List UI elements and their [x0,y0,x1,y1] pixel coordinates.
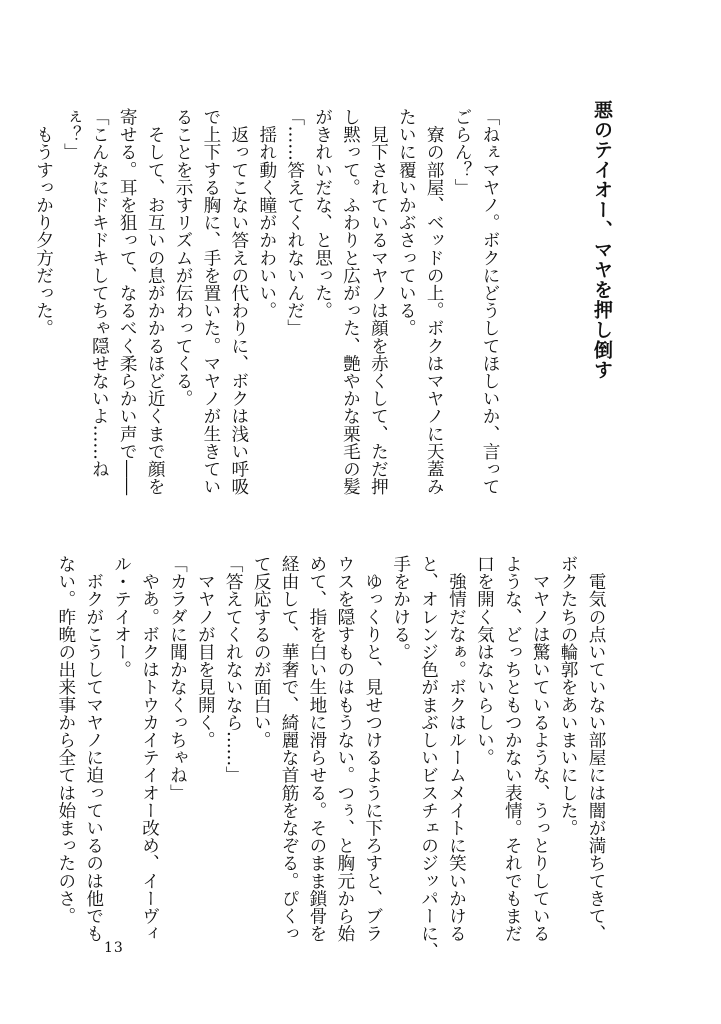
text-line: 強情だなぁ。ボクはルームメイトに笑いかける [446,555,467,943]
text-line: 経由して、華奢で、綺麗な首筋をなぞる。ぴくっ [279,555,300,943]
text-line: 手をかける。 [390,555,411,661]
text-line: 口を開く気はないらしい。 [474,555,495,767]
text-block-bottom [51,555,609,960]
text-line: ごらん？」 [452,108,473,196]
text-block-top [29,108,503,508]
text-line: ウスを隠すものはもうない。つぅ、と胸元から始 [334,555,355,943]
text-line: ボクたちの輪郭をあいまいにした。 [558,555,579,837]
text-line: やあ。ボクはトウカイテイオー改め、イーヴィ [139,555,160,943]
chapter-title: 悪のテイオー、マヤを押し倒す [591,100,613,380]
text-line: 「答えてくれないなら……」 [223,555,244,784]
text-line: たいに覆いかぶさっている。 [396,108,417,337]
text-line: めて、指を白い生地に滑らせる。そのまま鎖骨を [306,555,327,943]
text-line: ような、どっちともつかない表情。それでもまだ [502,555,523,943]
text-line: 「こんなにドキドキしてちゃ隠せないよ……ね [89,108,110,478]
text-line: 見下されているマヤノは顔を赤くして、ただ押 [368,108,389,496]
text-line: ない。昨晩の出来事から全ては始まったのさ。 [55,555,76,925]
text-line: ボクがこうしてマヤノに迫っているのは他でも [83,555,104,943]
text-line: 寮の部屋、ベッドの上。ボクはマヤノに天蓋み [424,108,445,496]
text-line: そして、お互いの息がかかるほど近くまで顔を [145,108,166,496]
page-number: 13 [104,940,124,956]
text-line: て反応するのが面白い。 [251,555,272,749]
text-line: 電気の点いていない部屋には闇が満ちてきて、 [586,555,606,943]
text-line: し黙って。ふわりと広がった、艶やかな栗毛の髪 [340,108,361,496]
text-line: 「……答えてくれないんだ」 [284,108,305,337]
text-line: マヤノは驚いているような、うっとりしている [530,555,551,943]
text-line: がきれいだな、と思った。 [312,108,333,320]
text-line: と、オレンジ色がまぶしいビスチェのジッパーに、 [418,555,439,960]
text-line: ゆっくりと、見せつけるように下ろすと、ブラ [362,555,383,943]
text-line: ぇ？」 [61,108,82,161]
text-line: 返ってこない答えの代わりに、ボクは浅い呼吸 [228,108,249,496]
text-line: 「カラダに聞かなくっちゃね」 [167,555,188,802]
text-line: もうすっかり夕方だった。 [33,108,54,337]
text-line: 「ねぇマヤノ。ボクにどうしてほしいか、言って [480,108,500,496]
text-line: で上下する胸に、手を置いた。マヤノが生きてい [200,108,221,496]
text-line: マヤノが目を見開く。 [195,555,216,749]
text-line: ることを示すリズムが伝わってくる。 [173,108,194,408]
text-line: 揺れ動く瞳がかわいい。 [256,108,277,320]
text-line: ル・テイオー。 [111,555,132,679]
text-line: 寄せる。耳を狙って、なるべく柔らかい声で―― [117,108,138,496]
